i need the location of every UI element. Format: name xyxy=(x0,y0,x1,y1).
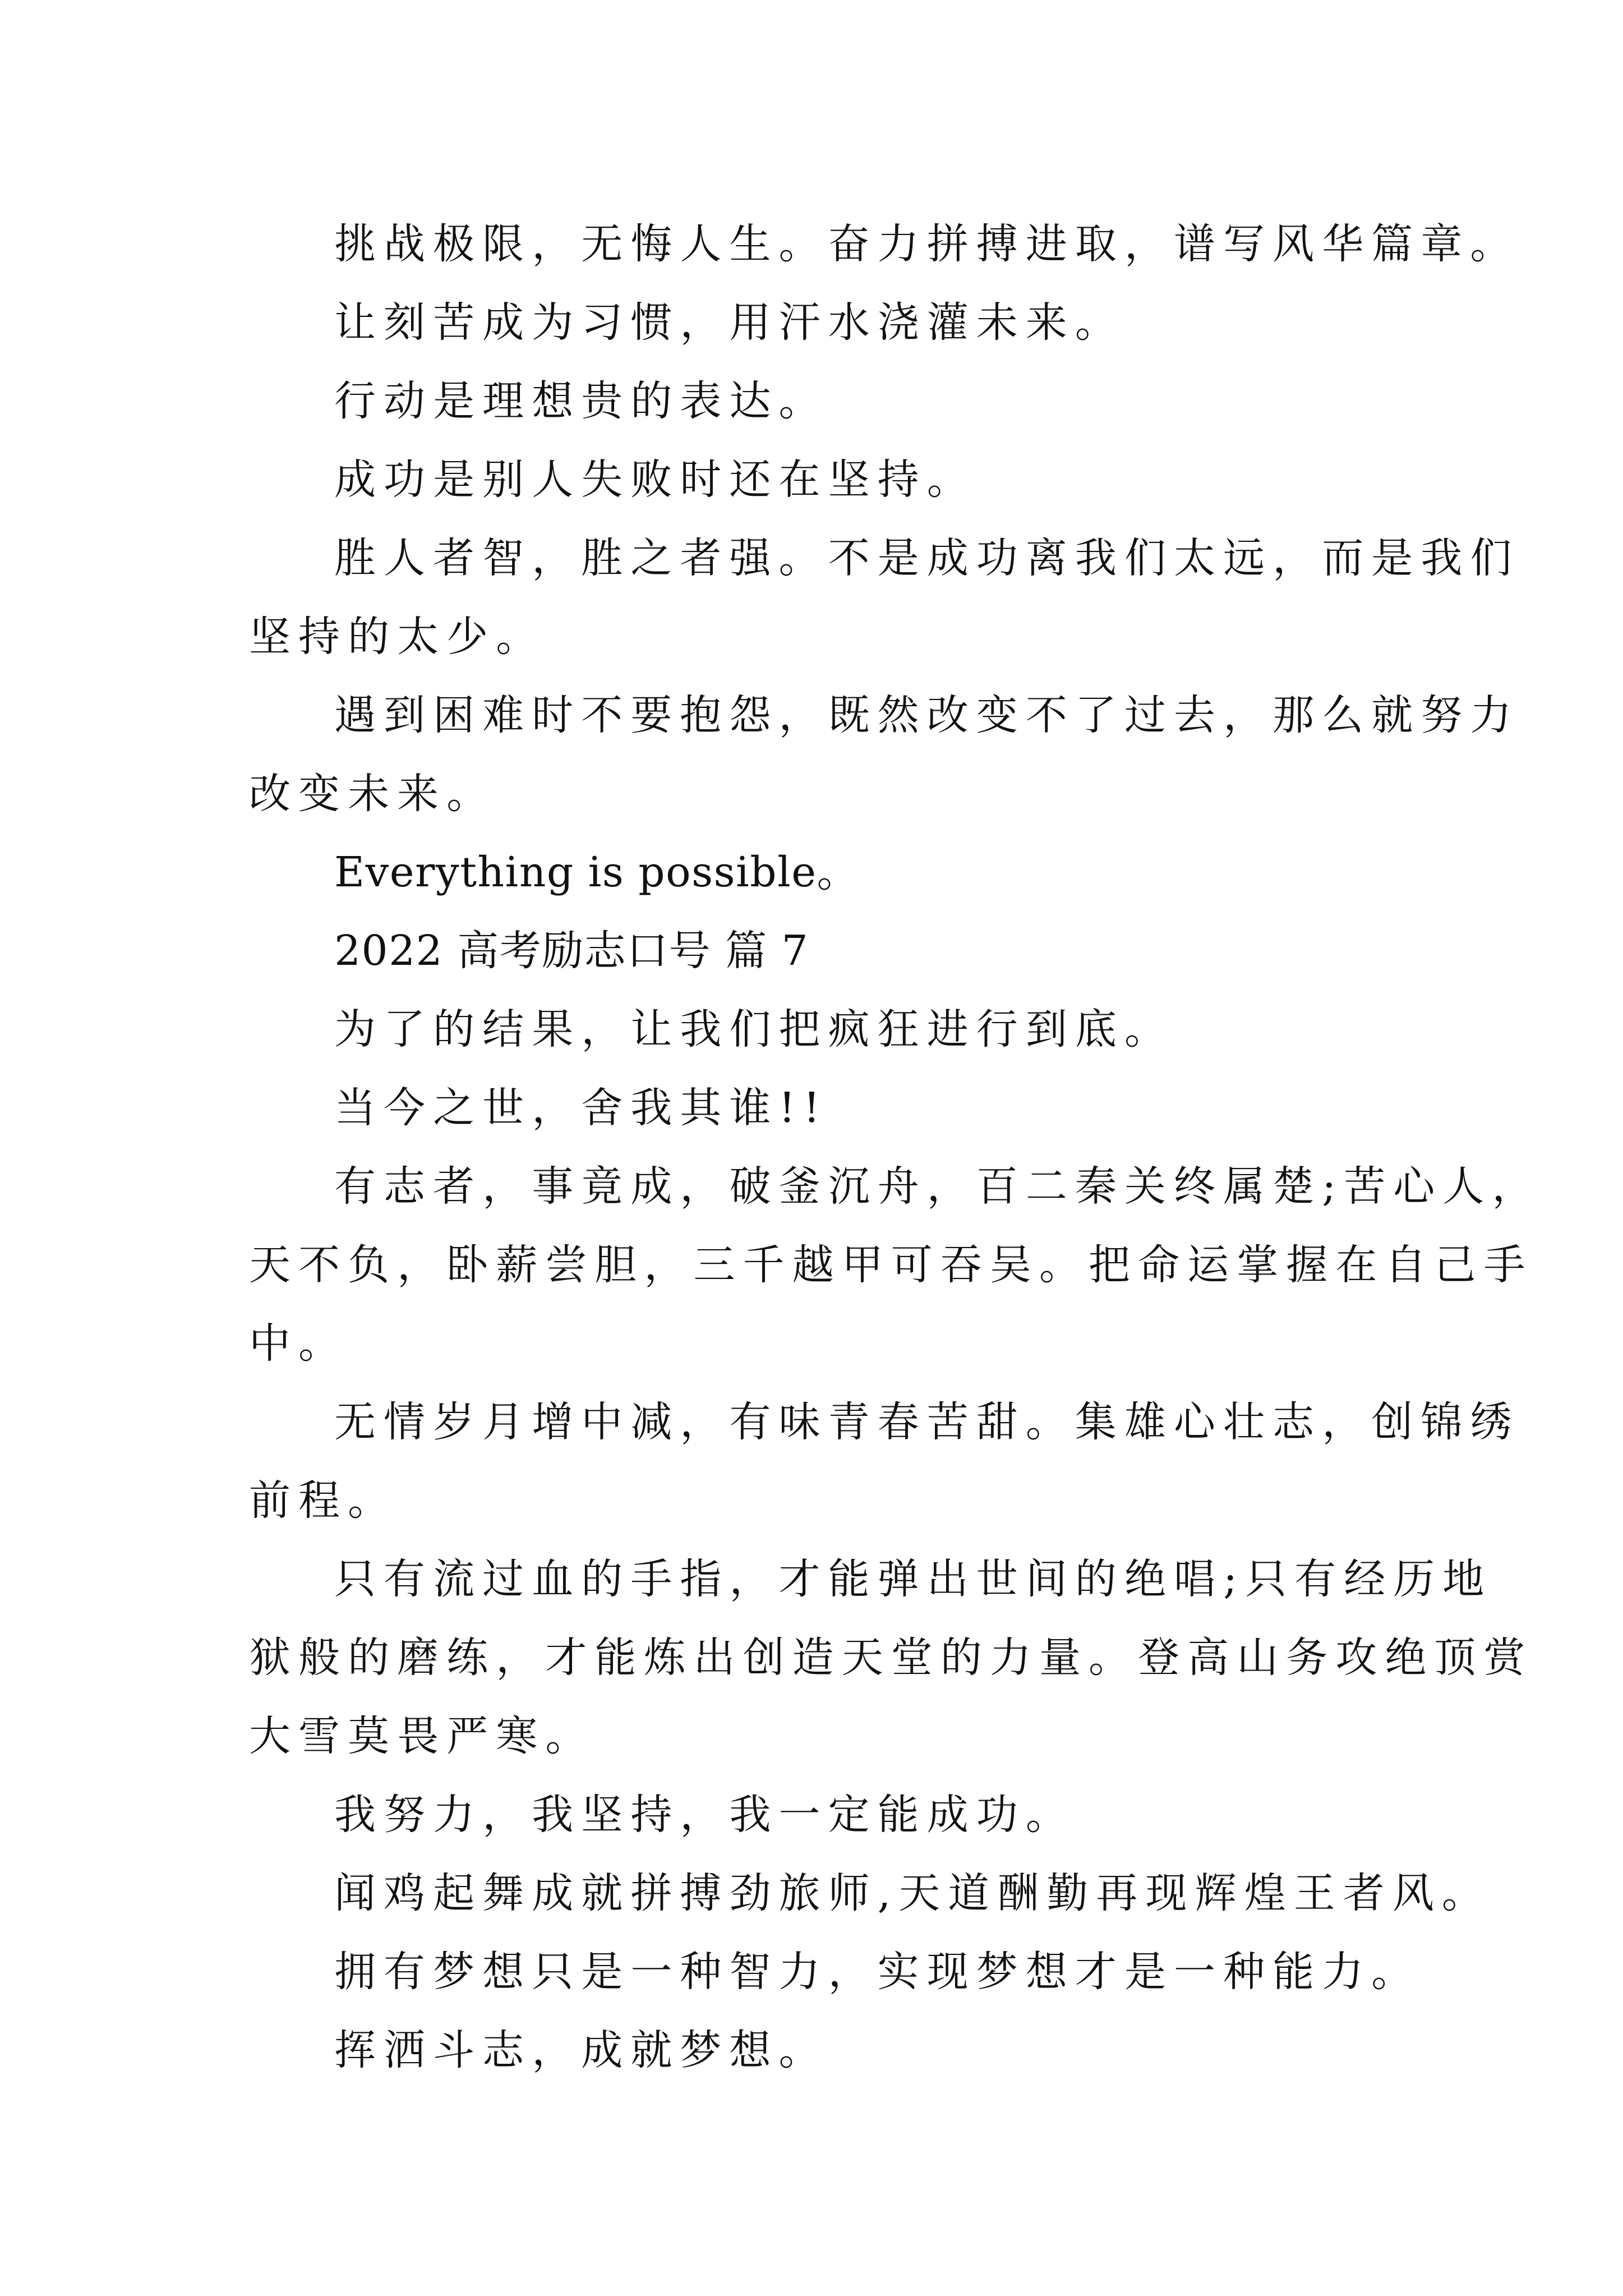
paragraph-line: 行动是理想贵的表达。 xyxy=(334,377,828,425)
paragraph-line: 天不负，卧薪尝胆，三千越甲可吞吴。把命运掌握在自己手 xyxy=(249,1241,1533,1289)
paragraph-line: 有志者，事竟成，破釜沉舟，百二秦关终属楚;苦心人， xyxy=(334,1162,1542,1211)
paragraph-line: 改变未来。 xyxy=(249,770,496,818)
paragraph-line: 为了的结果，让我们把疯狂进行到底。 xyxy=(334,1005,1174,1053)
paragraph-line: 无情岁月增中减，有味青春苦甜。集雄心壮志，创锦绣 xyxy=(334,1398,1520,1446)
paragraph-line: 只有流过血的手指，才能弹出世间的绝唱;只有经历地 xyxy=(334,1555,1492,1603)
paragraph-line: 中。 xyxy=(249,1319,348,1368)
paragraph-line: 狱般的磨练，才能炼出创造天堂的力量。登高山务攻绝顶赏 xyxy=(249,1634,1533,1682)
paragraph-line: 挑战极限，无悔人生。奋力拼搏进取，谱写风华篇章。 xyxy=(334,220,1520,268)
paragraph-line: Everything is possible。 xyxy=(334,848,859,896)
paragraph-line: 挥洒斗志，成就梦想。 xyxy=(334,2026,828,2074)
section-heading: 2022 高考励志口号 篇 7 xyxy=(334,927,809,975)
paragraph-line: 胜人者智，胜之者强。不是成功离我们太远，而是我们 xyxy=(334,534,1520,582)
paragraph-line: 当今之世，舍我其谁!! xyxy=(334,1084,828,1132)
paragraph-line: 前程。 xyxy=(249,1476,398,1525)
paragraph-line: 坚持的太少。 xyxy=(249,613,546,661)
paragraph-line: 闻鸡起舞成就拼搏劲旅师,天道酬勤再现辉煌王者风。 xyxy=(334,1869,1491,1917)
paragraph-line: 拥有梦想只是一种智力，实现梦想才是一种能力。 xyxy=(334,1948,1421,1996)
paragraph-line: 遇到困难时不要抱怨，既然改变不了过去，那么就努力 xyxy=(334,691,1520,739)
paragraph-line: 成功是别人失败时还在坚持。 xyxy=(334,455,976,504)
paragraph-line: 让刻苦成为习惯，用汗水浇灌未来。 xyxy=(334,298,1124,347)
paragraph-line: 我努力，我坚持，我一定能成功。 xyxy=(334,1791,1075,1839)
paragraph-line: 大雪莫畏严寒。 xyxy=(249,1712,595,1760)
